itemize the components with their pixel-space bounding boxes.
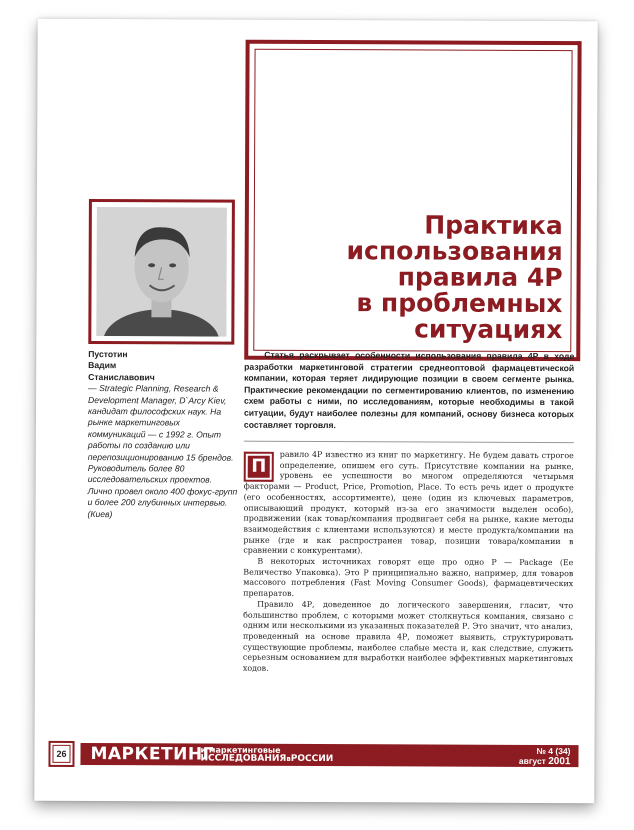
body-paragraph: Правило 4Р, доведенное до логического завершения, гласит, что большинство проблем, с которыми может столкнуться компания, связано с одним или несколькими из указанных показателей Р. Это значит, что анализ, проведенный на основе правила 4Р, поможет выявить, структурировать существующие проблемы, наиболее слабые места и, как следствие, служить серьезным основанием для выработки наиболее эффективных маркетинговых ходов.: [242, 599, 574, 673]
title-line: ситуациях: [414, 314, 563, 345]
title-line: использования: [346, 236, 563, 267]
title-line: в проблемных: [356, 288, 563, 319]
author-name-line: Станиславович: [88, 371, 155, 383]
issue-info: [519, 747, 571, 766]
author-bio: — Strategic Planning, Research & Development Manager, D`Arcy Kiev, кандидат философских наук. На рынке маркетинговых коммуникаций — с 1992 г. Опыт работы по созданию или перепозиционированию 15 брендов. Руководитель более 80 исследовательских проектов. Лично провел около 400 фокус-групп и более 200 глубинных интервью.: [87, 383, 238, 508]
body-paragraph: равило 4Р известно из книг по маркетингу. Не будем давать строгое определение, опишем его суть. Присутствие компании на рынке, уровень ее успешности во многом определяются четырьмя факторами — Product, Price, Promotion, Place. То есть речь идет о продукте (его особенностях, ассортименте), цене (один из ключевых параметров, описывающий продукт, который из-за его значимости выделен особо), продвижении (как товар/компания продвигает себя на рынке, какие методы взаимодействия с клиентами используются) и месте продукта/компании на рынке (где и как распространен товар, позиции товара/компании в сравнении с конкурентами).: [243, 449, 574, 556]
logo-subtitle-line: и маркетинговые: [200, 745, 281, 755]
drop-cap: [244, 452, 274, 482]
article-title: [346, 212, 563, 343]
author-photo: [96, 207, 227, 337]
logo-subtitle-preposition: в: [286, 754, 291, 763]
author-name-line: Вадим: [88, 360, 117, 371]
drop-cap-letter: П: [248, 456, 270, 478]
magazine-logo-subtitle: [200, 745, 333, 764]
title-line: Практика: [424, 210, 563, 241]
page-number: 26: [52, 745, 70, 763]
magazine-brand-band: [80, 743, 578, 767]
author-city: (Киев): [87, 508, 113, 519]
title-line: правила 4Р: [397, 262, 563, 293]
author-name-line: Пустотин: [88, 349, 128, 360]
body-paragraph: В некоторых источниках говорят еще про одно Р — Package (Ее Величество Упаковка). Это Р принципиально важно, например, для товаров массового потребления (Fast Moving Consumer Goods), фармацевтических препаратов.: [243, 556, 574, 599]
page-number-box: [48, 741, 74, 767]
page-footer: [48, 741, 578, 769]
article-lead: Статья раскрывает особенности использования правила 4Р в ходе разработки маркетинговой стратегии среднеоптовой фармацевтической компании, которая теряет лидирующие позиции в своем сегменте рынка. Практические рекомендации по сегментированию клиентов, по изменению схем работы с ними, по исследованиям, которые необходимы в такой ситуации, будут наиболее полезны для компаний, основу бизнеса которых составляет торговля.: [243, 349, 575, 430]
logo-subtitle-line: [200, 754, 333, 764]
logo-subtitle-word: РОССИИ: [290, 753, 334, 765]
author-portrait-illustration: [96, 207, 227, 337]
article-body: [243, 450, 574, 676]
logo-subtitle-word: ИССЛЕДОВАНИЯ: [200, 753, 287, 764]
issue-year: 2001: [548, 755, 571, 767]
magazine-logo: МАРКЕТИНГ: [90, 744, 214, 765]
title-frame: [244, 40, 581, 361]
issue-number: № 4 (34): [536, 745, 571, 757]
author-photo-frame: [88, 199, 235, 345]
author-info: [88, 349, 239, 521]
issue-month: август: [518, 755, 546, 766]
divider: [244, 441, 574, 443]
magazine-page: [34, 19, 597, 803]
